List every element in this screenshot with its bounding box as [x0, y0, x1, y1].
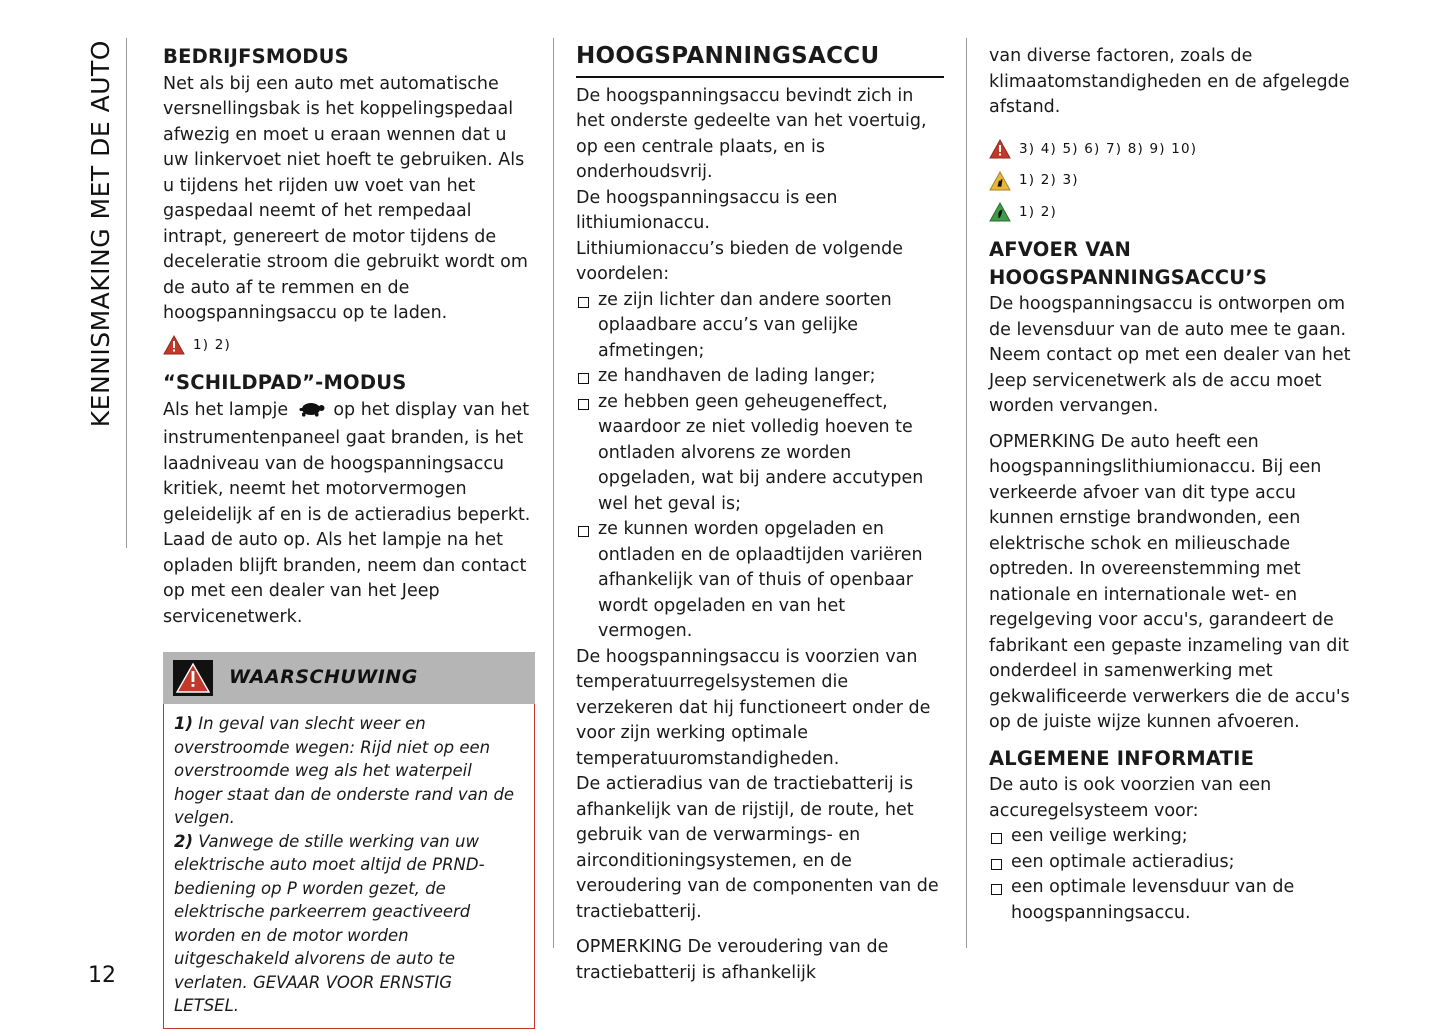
list-item: een optimale actieradius; — [989, 850, 1361, 876]
note-refs-row-red — [989, 137, 1361, 163]
warning-item-2-text: Vanwege de stille werking van uw elektrische auto moet altijd de PRND-bediening op P worden gezet, de elektrische parkeerrem geactiveerd worden en de motor worden uitgeschakeld alvorens de auto te verlaten. GEVAAR VOOR ERNSTIG LETSEL. — [174, 831, 485, 1015]
chapter-tab-label: KENNISMAKING MET DE AUTO — [86, 40, 115, 428]
warning-item-2-number: 2) — [174, 831, 194, 851]
note-refs-row-yellow — [989, 168, 1361, 194]
warning-box — [163, 704, 535, 1029]
note-refs-red: 3) 4) 5) 6) 7) 8) 9) 10) — [1019, 140, 1198, 157]
paragraph-actieradius: De actieradius van de tractiebatterij is afhankelijk van de rijstijl, de route, het gebruik van de verwarmings- en airconditioningsystemen, en de veroudering van de componenten van de tractiebatterij. — [576, 774, 939, 922]
list-item: een veilige werking; — [989, 824, 1361, 850]
paragraph-opmerking-veroudering: OPMERKING De veroudering van de tractiebatterij is afhankelijk — [576, 937, 889, 983]
warning-triangle-red-icon — [989, 139, 1011, 159]
warning-banner-label: WAARSCHUWING — [229, 666, 418, 689]
paragraph-temperatuurregeling: De hoogspanningsaccu is voorzien van temperatuurregelsystemen die verzekeren dat hij functioneert onder de voor zijn werking optimale temperatuuromstandigheden. — [576, 646, 931, 769]
turtle-icon — [296, 400, 326, 427]
paragraph-schildpad-part1: Als het lampje — [163, 399, 289, 420]
page-number: 12 — [88, 963, 116, 988]
warning-triangle-green-leaf-icon — [989, 202, 1011, 222]
warning-item-1 — [174, 712, 522, 830]
note-refs-1: 1) 2) — [193, 336, 232, 353]
note-refs-green: 1) 2) — [1019, 203, 1058, 220]
column-2 — [576, 44, 944, 986]
list-item: ze zijn lichter dan andere soorten oplaadbare accu’s van gelijke afmetingen; — [576, 288, 944, 365]
warning-item-1-number: 1) — [174, 714, 194, 733]
warning-triangle-red-icon — [163, 335, 185, 355]
paragraph-schildpad-part2: op het display van het instrumentenpaneel gaat branden, is het laadniveau van de hoogspanningsaccu kritiek, neemt het motorvermogen geleidelijk af en is de actieradius beperkt. Laad de auto op. Als het lampje na het opladen blijft branden, neem dan contact op met een dealer van het Jeep servicenetwerk. — [163, 399, 531, 627]
note-refs-row-1 — [163, 333, 535, 359]
warning-triangle-yellow-hand-icon — [989, 171, 1011, 191]
note-refs-yellow: 1) 2) 3) — [1019, 172, 1079, 188]
paragraph-accuregelsysteem: De auto is ook voorzien van een accuregelsysteem voor: — [989, 775, 1272, 821]
list-item: ze handhaven de lading langer; — [576, 364, 944, 390]
paragraph-opmerking-afvoer: OPMERKING De auto heeft een hoogspanningslithiumionaccu. Bij een verkeerde afvoer van dit type accu kunnen ernstige brandwonden, een elektrische schok en milieuschade optreden. In overeenstemming met nationale en internationale wet- en regelgeving voor accu's, garandeert de fabrikant een gepaste inzameling van dit onderdeel in samenwerking met gekwalificeerde verwerkers die de accu's op de juiste wijze kunnen afvoeren. — [989, 431, 1350, 732]
heading-algemene-informatie: ALGEMENE INFORMATIE — [989, 746, 1255, 770]
heading-hoogspanningsaccu: HOOGSPANNINGSACCU — [576, 44, 944, 78]
list-item: ze kunnen worden opgeladen en ontladen en de oplaadtijden variëren afhankelijk van of thuis of openbaar wordt opgeladen en van het vermogen. — [576, 517, 944, 645]
chapter-tab-divider — [126, 38, 127, 548]
heading-afvoer-line2: HOOGSPANNINGSACCU’S — [989, 265, 1268, 289]
heading-afvoer-line1: AFVOER VAN — [989, 238, 1132, 261]
chapter-tab — [60, 40, 115, 940]
column-1 — [163, 44, 535, 1029]
paragraph-accu-locatie: De hoogspanningsaccu bevindt zich in het onderste gedeelte van het voertuig, op een centrale plaats, en is onderhoudsvrij. — [576, 85, 927, 182]
column-3 — [989, 44, 1361, 926]
paragraph-schildpad — [163, 398, 535, 631]
column-divider-2 — [966, 38, 967, 948]
paragraph-afvoer: De hoogspanningsaccu is ontworpen om de levensduur van de auto mee te gaan. Neem contact op met een dealer van het Jeep servicenetwerk als de accu moet worden vervangen. — [989, 294, 1351, 416]
paragraph-continuation: van diverse factoren, zoals de klimaatomstandigheden en de afgelegde afstand. — [989, 46, 1350, 117]
column-divider-1 — [553, 38, 554, 948]
paragraph-accu-type: De hoogspanningsaccu is een lithiumionaccu. — [576, 187, 838, 233]
warning-banner — [163, 652, 535, 704]
list-item: een optimale levensduur van de hoogspanningsaccu. — [989, 875, 1361, 926]
heading-schildpad-modus: “SCHILDPAD”-MODUS — [163, 371, 407, 394]
warning-triangle-red-large-icon — [173, 660, 213, 696]
paragraph-accu-voordelen-intro: Lithiumionaccu’s bieden de volgende voordelen: — [576, 238, 903, 284]
paragraph-bedrijfsmodus: Net als bij een auto met automatische versnellingsbak is het koppelingspedaal afwezig en moet u eraan wennen dat u uw linkervoet niet hoeft te gebruiken. Als u tijdens het rijden uw voet van het gaspedaal neemt of het rempedaal intrapt, genereert de motor tijdens de deceleratie stroom die gebruikt wordt om de auto af te remmen en de hoogspanningsaccu op te laden. — [163, 73, 528, 323]
list-item: ze hebben geen geheugeneffect, waardoor ze niet volledig hoeven te ontladen alvorens ze worden opgeladen, wat bij andere accutypen wel het geval is; — [576, 390, 944, 518]
heading-bedrijfsmodus: BEDRIJFSMODUS — [163, 45, 349, 68]
warning-item-2 — [174, 830, 522, 1018]
note-refs-row-green — [989, 200, 1361, 226]
warning-item-1-text: In geval van slecht weer en overstroomde wegen: Rijd niet op een overstroomde weg als het waterpeil hoger staat dan de onderste rand van de velgen. — [174, 714, 515, 827]
